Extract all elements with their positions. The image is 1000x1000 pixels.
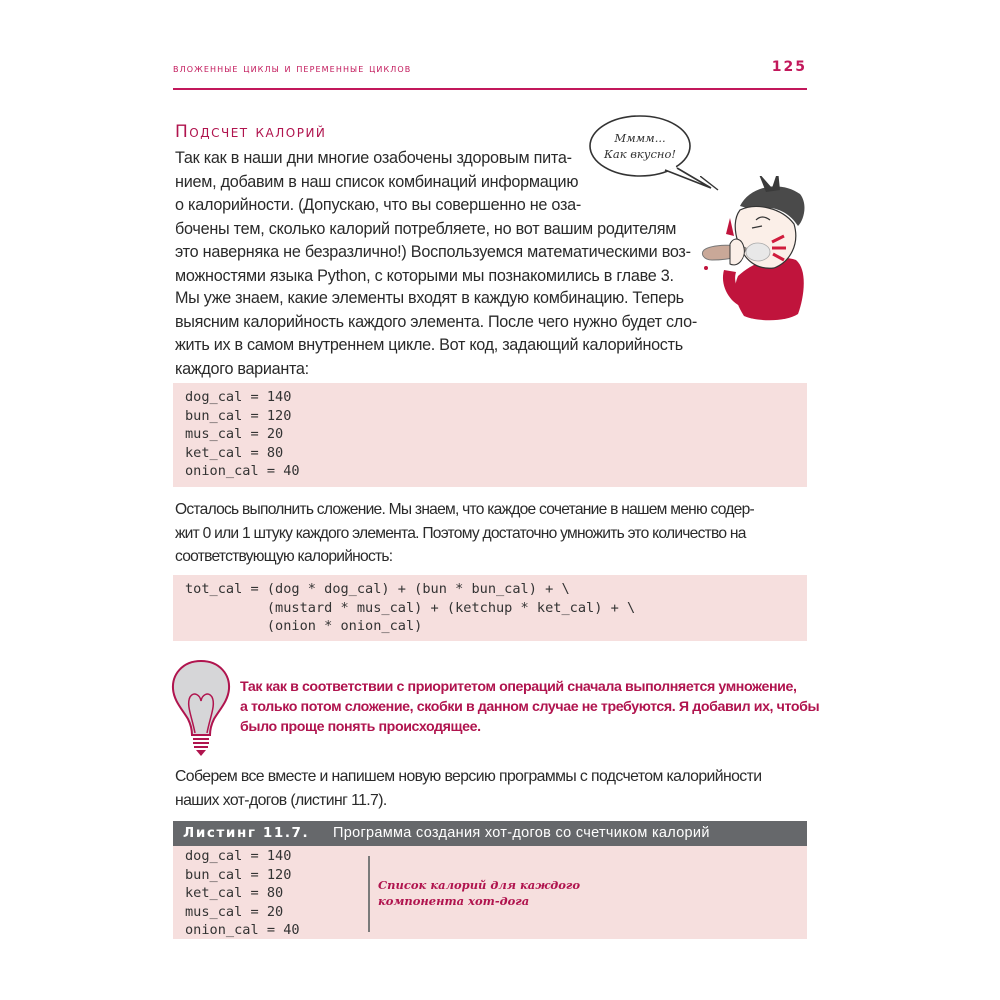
paragraph-intro	[175, 147, 691, 288]
code-block-calories	[173, 383, 807, 487]
listing-label: Листинг 11.7.	[183, 825, 310, 841]
character-illustration	[700, 176, 810, 326]
code-line: (onion * onion_cal)	[185, 618, 423, 635]
page-number: 125	[771, 59, 807, 75]
running-title: вложенные циклы и переменные циклов	[173, 61, 412, 75]
text-line: жить их в самом внутреннем цикле. Вот код, задающий калорийность	[175, 336, 683, 354]
annotation-bracket	[368, 856, 370, 932]
code-line: (mustard * mus_cal) + (ketchup * ket_cal) + \	[185, 599, 636, 616]
text-line: выясним калорийность каждого элемента. После чего нужно будет сло-	[175, 312, 697, 331]
paragraph-elements	[175, 287, 697, 381]
text-line: Мы уже знаем, какие элементы входят в каждую комбинацию. Теперь	[175, 289, 684, 307]
tip-line: а только потом сложение, скобки в данном случае не требуются. Я добавил их, чтобы	[240, 699, 820, 715]
text-line: Осталось выполнить сложение. Мы знаем, что каждое сочетание в нашем меню содер-	[175, 501, 754, 518]
section-title: Подсчет калорий	[175, 122, 327, 142]
character-eating-hotdog-icon	[700, 176, 804, 320]
listing-header	[173, 821, 807, 846]
text-line: Соберем все вместе и напишем новую версию программы с подсчетом калорийности	[175, 768, 762, 785]
code-line: ket_cal = 80	[185, 885, 284, 902]
code-line: dog_cal = 140	[185, 848, 292, 864]
paragraph-listing-intro	[175, 765, 761, 812]
bubble-line: Мммм...	[614, 131, 666, 145]
code-line: onion_cal = 40	[185, 463, 300, 480]
code-line: mus_cal = 20	[185, 903, 284, 920]
text-line: нием, добавим в наш список комбинаций информацию	[175, 172, 579, 191]
running-header	[173, 61, 807, 77]
text-line: наших хот-догов (листинг 11.7).	[175, 791, 387, 809]
bubble-line: Как вкусно!	[603, 147, 677, 161]
lightbulb-icon	[168, 657, 234, 757]
tip-line: Так как в соответствии с приоритетом операций сначала выполняется умножение,	[240, 679, 797, 695]
annotation-line: компонента хот-дога	[378, 893, 530, 908]
listing-caption: Программа создания хот-догов со счетчиком калорий	[333, 825, 710, 841]
annotation-line: Список калорий для каждого	[378, 878, 581, 892]
code-line: ket_cal = 80	[185, 444, 284, 461]
code-line: tot_cal = (dog * dog_cal) + (bun * bun_cal) + \	[185, 581, 570, 597]
text-line: каждого варианта:	[175, 359, 309, 378]
code-line: mus_cal = 20	[185, 426, 284, 443]
text-line: бочены тем, сколько калорий потребляете, но вот вашим родителям	[175, 219, 677, 238]
text-line: о калорийности. (Допускаю, что вы совершенно не оза-	[175, 196, 582, 214]
text-line: можностями языка Python, с которыми мы познакомились в главе 3.	[175, 266, 674, 285]
text-line: жит 0 или 1 штуку каждого элемента. Поэтому достаточно умножить это количество на	[175, 524, 746, 542]
code-line: bun_cal = 120	[185, 407, 292, 424]
code-line: bun_cal = 120	[185, 866, 292, 883]
listing-annotation	[378, 878, 580, 909]
code-line: onion_cal = 40	[185, 922, 300, 939]
paragraph-sum	[175, 498, 754, 569]
tip-line: было проще понять происходящее.	[240, 719, 481, 735]
code-block-total	[173, 575, 807, 641]
text-line: соответствующую калорийность:	[175, 548, 393, 565]
text-line: это наверняка не безразлично!) Воспользуемся математическими воз-	[175, 243, 691, 261]
tip-note	[240, 677, 819, 737]
text-line: Так как в наши дни многие озабочены здоровым пита-	[175, 149, 572, 167]
code-line: dog_cal = 140	[185, 389, 292, 405]
header-rule	[173, 88, 807, 90]
